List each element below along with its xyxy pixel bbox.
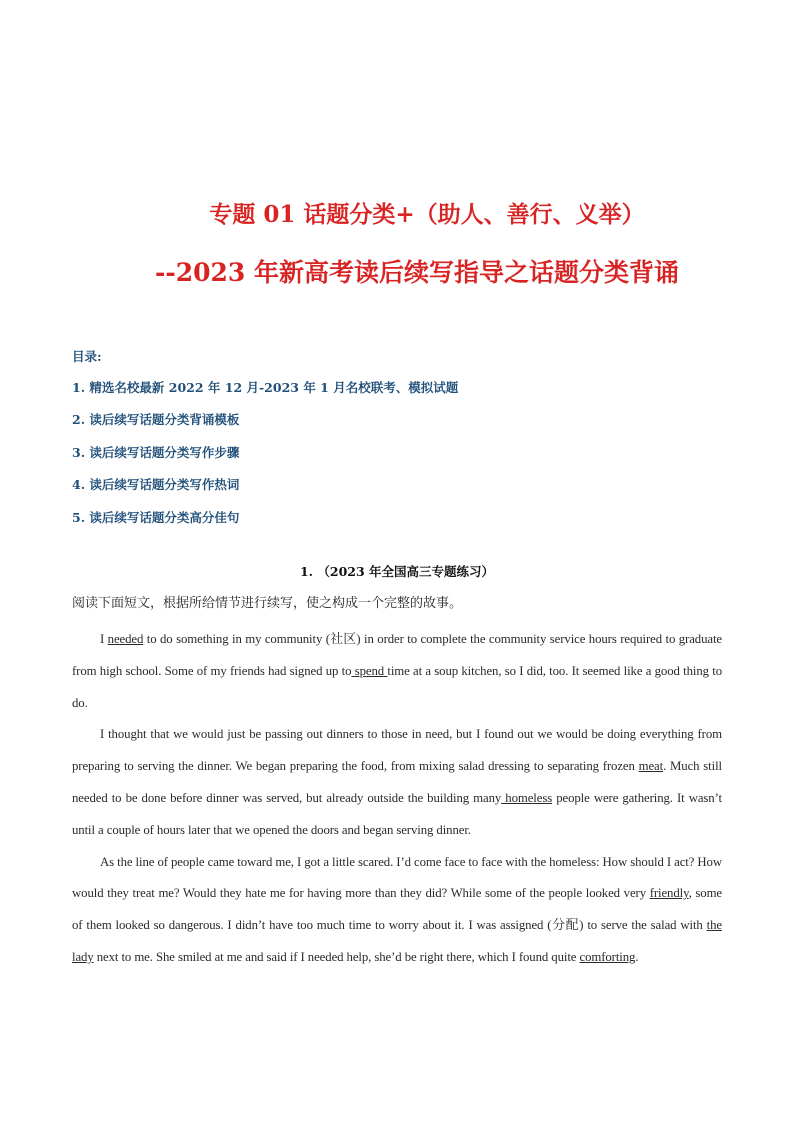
- passage: [72, 624, 722, 974]
- text-run: to do something in my community (社区) in order to complete the community service hours required to graduate from high school. Some of my friends had signed up to: [72, 632, 723, 678]
- text-run: I thought that we would just be passing out dinners to those in need, but I found out we would be doing everything from preparing to serving the dinner. We began preparing the food, from mixing salad dressing to separating frozen: [72, 727, 722, 774]
- underlined-word: the lady: [72, 918, 722, 964]
- page-title-line1: 专题 01 话题分类+（助人、善行、义举）: [209, 201, 645, 228]
- underlined-word: spend: [351, 663, 388, 678]
- toc-item: 5. 读后续写话题分类高分佳句: [72, 509, 240, 525]
- text-run: .: [635, 949, 639, 964]
- page-title-line2: --2023 年新高考读后续写指导之话题分类背诵: [154, 258, 680, 287]
- text-run: , some of them looked so dangerous. I didn’t have too much time to worry about it. I was assigned (分配) to serve the salad with: [72, 886, 723, 933]
- underlined-word: meat: [638, 759, 664, 774]
- question-instruction: 阅读下面短文，根据所给情节进行续写，使之构成一个完整的故事。: [72, 596, 463, 611]
- underlined-word: homeless: [501, 790, 553, 805]
- toc-item: 2. 读后续写话题分类背诵模板: [72, 412, 240, 428]
- table-of-contents: [72, 347, 458, 541]
- text-run: time at a soup kitchen, so I did, too. It seemed like a good thing to do.: [72, 663, 722, 710]
- text-run: As the line of people came toward me, I got a little scared. I’d come face to face with the homeless: How should I act? How would they treat me? Would they hate me for having more than they did? While some of the people looked very: [72, 854, 722, 901]
- toc-item: 1. 精选名校最新 2022 年 12 月-2023 年 1 月名校联考、模拟试题: [72, 380, 459, 395]
- text-run: . Much still needed to be done before dinner was served, but already outside the building many: [72, 759, 722, 805]
- passage-paragraph-2: [72, 719, 722, 846]
- underlined-word: comforting: [579, 949, 636, 964]
- text-run: next to me. She smiled at me and said if I needed help, she’d be right there, which I found quite: [93, 949, 580, 964]
- text-run: I: [100, 632, 108, 646]
- passage-paragraph-3: [72, 847, 722, 974]
- toc-item: 4. 读后续写话题分类写作热词: [72, 477, 240, 493]
- underlined-word: friendly: [649, 886, 689, 901]
- toc-item: 3. 读后续写话题分类写作步骤: [72, 444, 240, 460]
- question-heading: 1. （2023 年全国高三专题练习）: [299, 564, 495, 579]
- text-run: people were gathering. It wasn’t until a couple of hours later that we opened the doors and began serving dinner.: [72, 790, 722, 837]
- passage-paragraph-1: [72, 624, 722, 719]
- toc-heading: 目录:: [72, 349, 102, 364]
- underlined-word: needed: [107, 632, 144, 646]
